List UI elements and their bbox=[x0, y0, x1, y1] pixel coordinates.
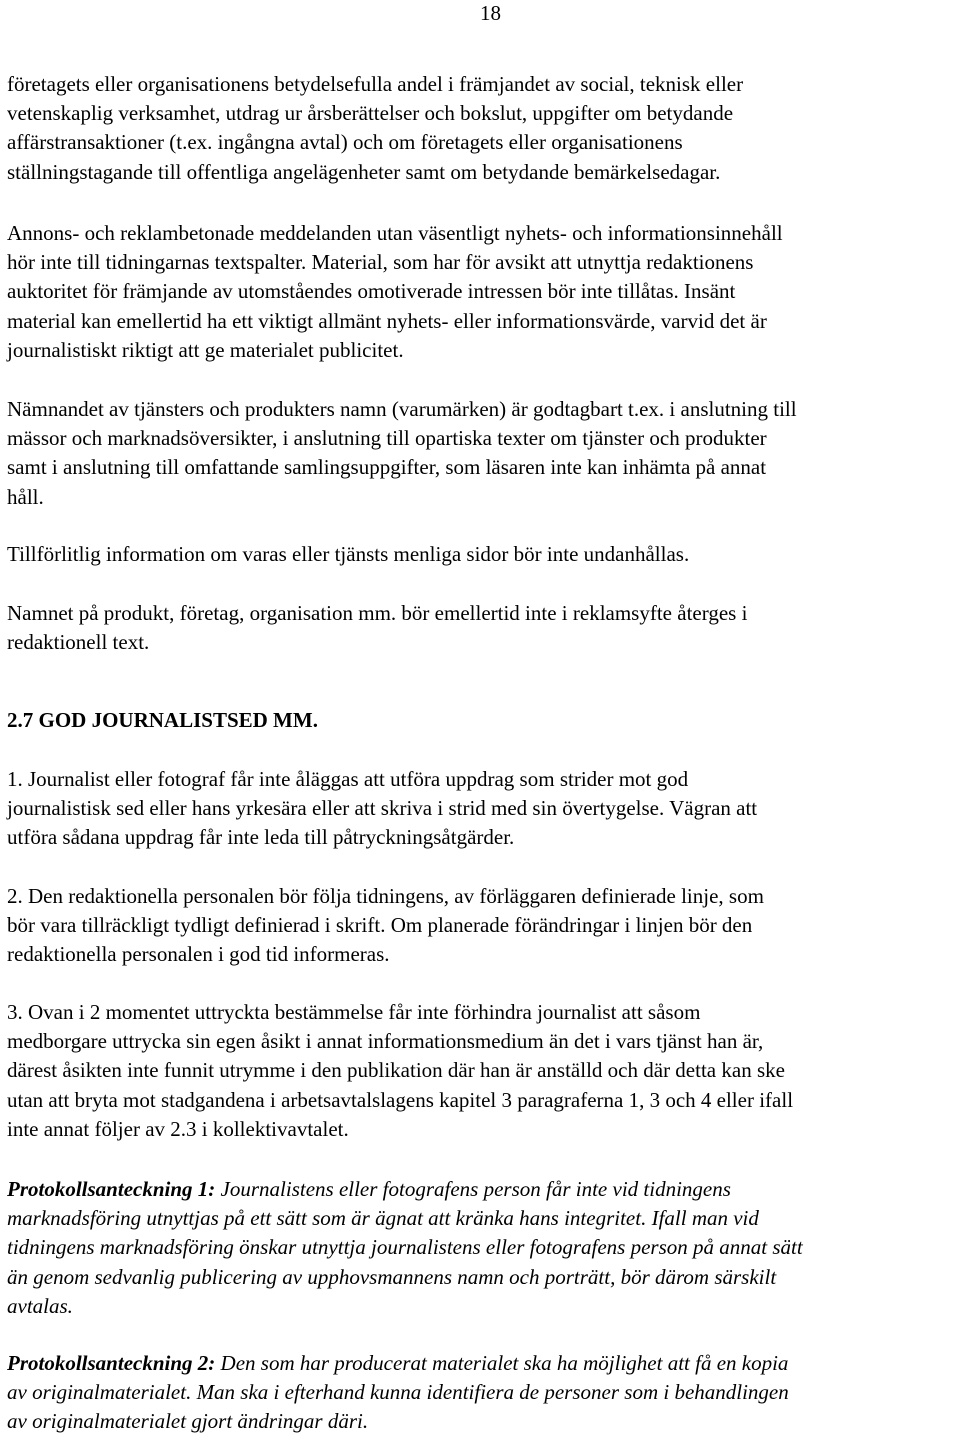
list-item-2 bbox=[7, 882, 957, 970]
page-number: 18 bbox=[480, 1, 501, 25]
text-line: Namnet på produkt, företag, organisation mm. bör emellertid inte i reklamsyfte återges i bbox=[7, 601, 748, 625]
text-line: Tillförlitlig information om varas eller tjänsts menliga sidor bör inte undanhållas. bbox=[7, 542, 690, 566]
paragraph-namnandet bbox=[7, 395, 957, 512]
text-line: affärstransaktioner (t.ex. ingångna avtal) och om företagets eller organisationens bbox=[7, 130, 683, 155]
list-item-1 bbox=[7, 765, 957, 853]
text-line: material kan emellertid ha ett viktigt allmänt nyhets- eller informationsvärde, varvid det är bbox=[7, 308, 767, 333]
text-line: journalistiskt riktigt att ge materialet publicitet. bbox=[7, 337, 404, 362]
text-line: därest åsikten inte funnit utrymme i den publikation där han är anställd och där detta kan ske bbox=[7, 1058, 785, 1083]
text-line: inte annat följer av 2.3 i kollektivavtalet. bbox=[7, 1116, 349, 1141]
text-line: avtalas. bbox=[7, 1293, 73, 1318]
text-line: vetenskaplig verksamhet, utdrag ur årsberättelser och bokslut, uppgifter om betydande bbox=[7, 101, 734, 126]
text-line: medborgare uttrycka sin egen åsikt i annat informationsmedium än det i vars tjänst han är, bbox=[7, 1029, 764, 1054]
protocol-note-1 bbox=[7, 1175, 957, 1321]
note-label: Protokollsanteckning 1: bbox=[7, 1177, 216, 1201]
note-text: Journalistens eller fotografens person får inte vid tidningens bbox=[215, 1177, 731, 1201]
protocol-note-2 bbox=[7, 1349, 957, 1437]
text-line: 1. Journalist eller fotograf får inte åläggas att utföra uppdrag som strider mot god bbox=[7, 767, 689, 791]
text-line: Nämnandet av tjänsters och produkters namn (varumärken) är godtagbart t.ex. i anslutning till bbox=[7, 397, 797, 421]
text-line bbox=[7, 1349, 957, 1378]
text-line: ställningstagande till offentliga angelägenheter samt om betydande bemärkelsedagar. bbox=[7, 159, 721, 184]
text-line: mässor och marknadsöversikter, i anslutning till opartiska texter om tjänster och produkter bbox=[7, 426, 767, 451]
text-line: av originalmaterialet. Man ska i efterhand kunna identifiera de personer som i behandlingen bbox=[7, 1380, 789, 1405]
section-heading: 2.7 GOD JOURNALISTSED MM. bbox=[7, 708, 318, 732]
text-line: redaktionell text. bbox=[7, 630, 150, 655]
paragraph-namnet bbox=[7, 599, 957, 657]
text-line: håll. bbox=[7, 484, 44, 509]
paragraph-intro bbox=[7, 70, 957, 187]
text-line: hör inte till tidningarnas textspalter. Material, som har för avsikt att utnyttja redaktionens bbox=[7, 250, 754, 275]
text-line: bör vara tillräckligt tydligt definierad i skrift. Om planerade förändringar i linjen bör den bbox=[7, 913, 753, 938]
text-line: tidningens marknadsföring önskar utnyttja journalistens eller fotografens person på annat sätt bbox=[7, 1235, 803, 1260]
text-line: redaktionella personalen i god tid informeras. bbox=[7, 942, 390, 967]
text-line: journalistisk sed eller hans yrkesära eller att skriva i strid med sin övertygelse. Vägran att bbox=[7, 796, 758, 821]
text-line: företagets eller organisationens betydelsefulla andel i främjandet av social, teknisk eller bbox=[7, 72, 744, 96]
note-text: Den som har producerat materialet ska ha möjlighet att få en kopia bbox=[215, 1351, 789, 1375]
text-line: utan att bryta mot stadgandena i arbetsavtalslagens kapitel 3 paragraferna 1, 3 och 4 eller ifall bbox=[7, 1087, 794, 1112]
text-line bbox=[7, 1175, 957, 1204]
text-line: än genom sedvanlig publicering av upphovsmannens namn och porträtt, bör därom särskilt bbox=[7, 1264, 777, 1289]
text-line: utföra sådana uppdrag får inte leda till påtryckningsåtgärder. bbox=[7, 825, 515, 850]
list-item-3 bbox=[7, 998, 957, 1144]
text-line: 2. Den redaktionella personalen bör följa tidningens, av förläggaren definierade linje, som bbox=[7, 884, 764, 908]
text-line: Annons- och reklambetonade meddelanden utan väsentligt nyhets- och informationsinnehåll bbox=[7, 221, 783, 245]
note-label: Protokollsanteckning 2: bbox=[7, 1351, 216, 1375]
paragraph-annons bbox=[7, 219, 957, 365]
text-line: auktoritet för främjande av utomståendes omotiverade intressen bör inte tillåtas. Insänt bbox=[7, 279, 736, 304]
paragraph-tillforlitlig bbox=[7, 540, 957, 569]
text-line: samt i anslutning till omfattande samlingsuppgifter, som läsaren inte kan inhämta på annat bbox=[7, 455, 767, 480]
text-line: av originalmaterialet gjort ändringar däri. bbox=[7, 1409, 369, 1434]
text-line: marknadsföring utnyttjas på ett sätt som är ägnat att kränka hans integritet. Ifall man vid bbox=[7, 1206, 759, 1231]
text-line: 3. Ovan i 2 momentet uttryckta bestämmelse får inte förhindra journalist att såsom bbox=[7, 1000, 701, 1024]
